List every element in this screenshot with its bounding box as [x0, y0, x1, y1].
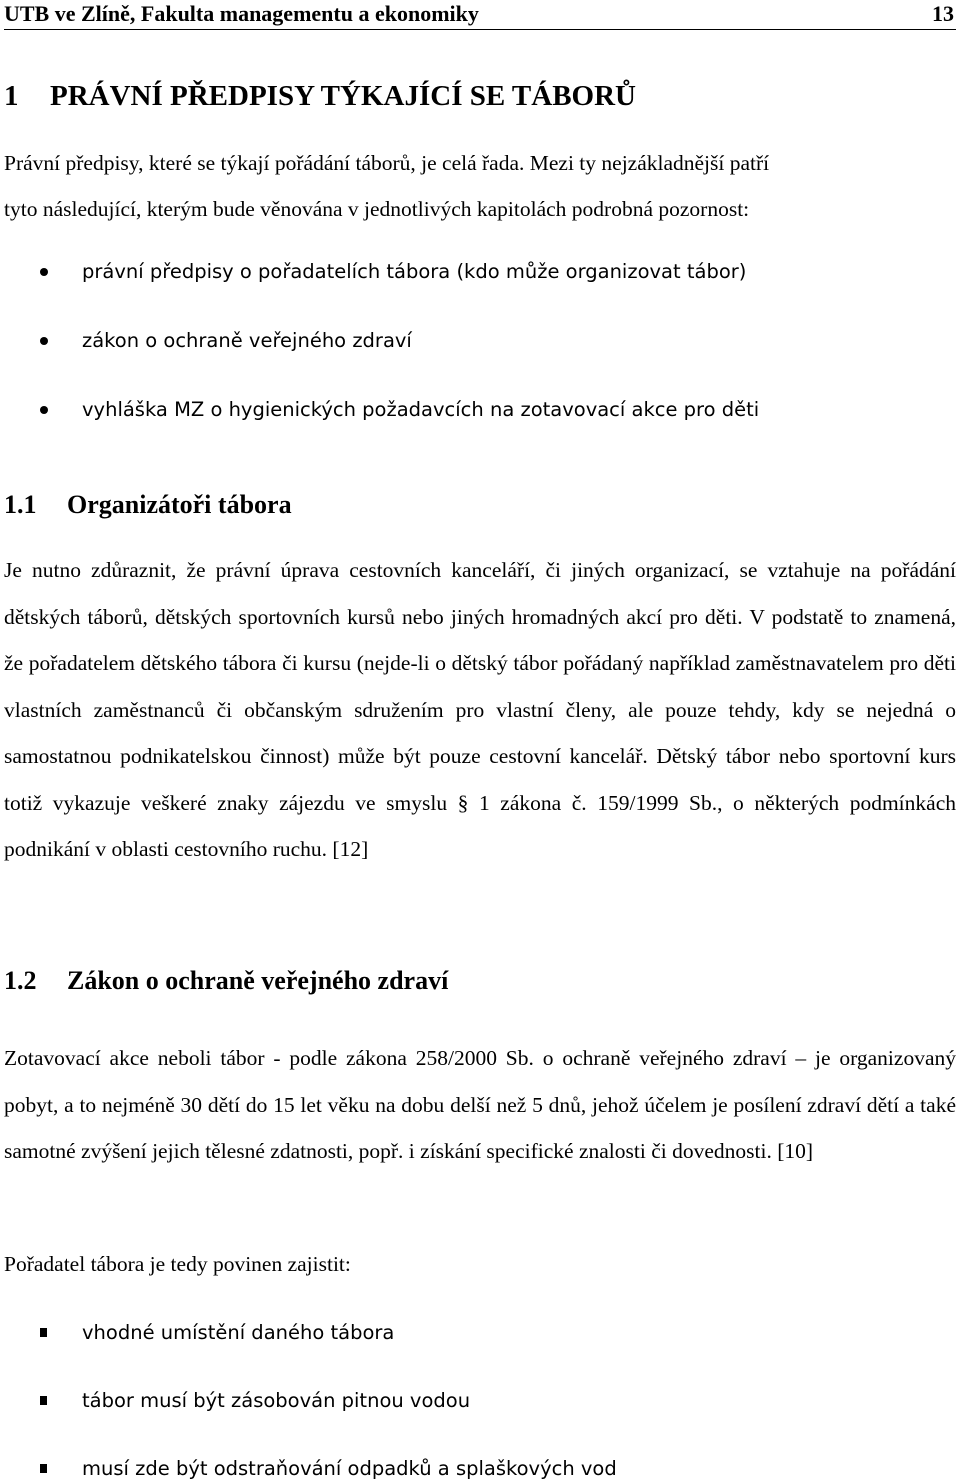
chapter-title: PRÁVNÍ PŘEDPISY TÝKAJÍCÍ SE TÁBORŮ: [50, 80, 637, 112]
section-paragraph: Zotavovací akce neboli tábor - podle zákona 258/2000 Sb. o ochraně veřejného zdraví – je organizovaný pobyt, a to nejméně 30 dětí do 15 let věku na dobu delší než 5 dnů, jehož účelem je posílení zdraví dětí a také samotné zvýšení jejich tělesné zdatnosti, popř. i získání specifické znalosti či dovednosti. [10]: [4, 1046, 956, 1163]
section-paragraph: Je nutno zdůraznit, že právní úprava cestovních kanceláří, či jiných organizací, se vztahuje na pořádání dětských táborů, dětských sportovních kursů nebo jiných hromadných akcí pro děti. V podstatě to znamená, že pořadatelem dětského tábora či kursu (nejde-li o dětský tábor pořádaný například zaměstnavatelem pro děti vlastních zaměstnanců či občanským sdružením pro vlastní členy, ale pouze tehdy, kdy se nejedná o samostatnou podnikatelskou činnost) může být pouze cestovní kancelář. Dětský tábor nebo sportovní kurs totiž vykazuje veškeré znaky zájezdu ve smyslu § 1 zákona č. 159/1999 Sb., o některých podmínkách podnikání v oblasti cestovního ruchu. [12]: [4, 558, 956, 861]
list-item: [0, 1318, 960, 1348]
list-item: [0, 1454, 960, 1484]
list-item-text: musí zde být odstraňování odpadků a splaškových vod: [82, 1457, 617, 1480]
section-heading: [4, 966, 448, 996]
section-heading: [4, 490, 292, 520]
section-number: 1.2: [4, 966, 37, 995]
list-item: [0, 1386, 960, 1416]
list-lead: Pořadatel tábora je tedy povinen zajistit:: [4, 1252, 351, 1276]
section-title: Zákon o ochraně veřejného zdraví: [67, 966, 449, 995]
bullet-icon: [40, 406, 48, 414]
section-number: 1.1: [4, 490, 37, 519]
intro-line-1: Právní předpisy, které se týkají pořádání táborů, je celá řada. Mezi ty nejzákladnější patří: [4, 151, 770, 175]
list-item: [0, 257, 960, 287]
square-bullet-icon: [40, 1328, 47, 1337]
bullet-icon: [40, 337, 48, 345]
list-item-text: zákon o ochraně veřejného zdraví: [82, 329, 412, 352]
header-title: UTB ve Zlíně, Fakulta managementu a ekonomiky: [4, 1, 479, 26]
list-item-text: právní předpisy o pořadatelích tábora (kdo může organizovat tábor): [82, 260, 747, 283]
list-item-text: vyhláška MZ o hygienických požadavcích na zotavovací akce pro děti: [82, 398, 760, 421]
intro-line-2: tyto následující, kterým bude věnována v jednotlivých kapitolách podrobná pozornost:: [4, 197, 750, 221]
chapter-heading: [4, 80, 636, 113]
list-item-text: vhodné umístění daného tábora: [82, 1321, 395, 1344]
list-item: [0, 326, 960, 356]
section-title: Organizátoři tábora: [67, 490, 292, 519]
list-item: [0, 395, 960, 425]
square-bullet-icon: [40, 1396, 47, 1405]
bullet-icon: [40, 268, 48, 276]
page-number: 13: [932, 1, 954, 26]
list-item-text: tábor musí být zásobován pitnou vodou: [82, 1389, 471, 1412]
chapter-number: 1: [4, 80, 19, 112]
running-header: [4, 0, 956, 30]
square-bullet-icon: [40, 1464, 47, 1473]
